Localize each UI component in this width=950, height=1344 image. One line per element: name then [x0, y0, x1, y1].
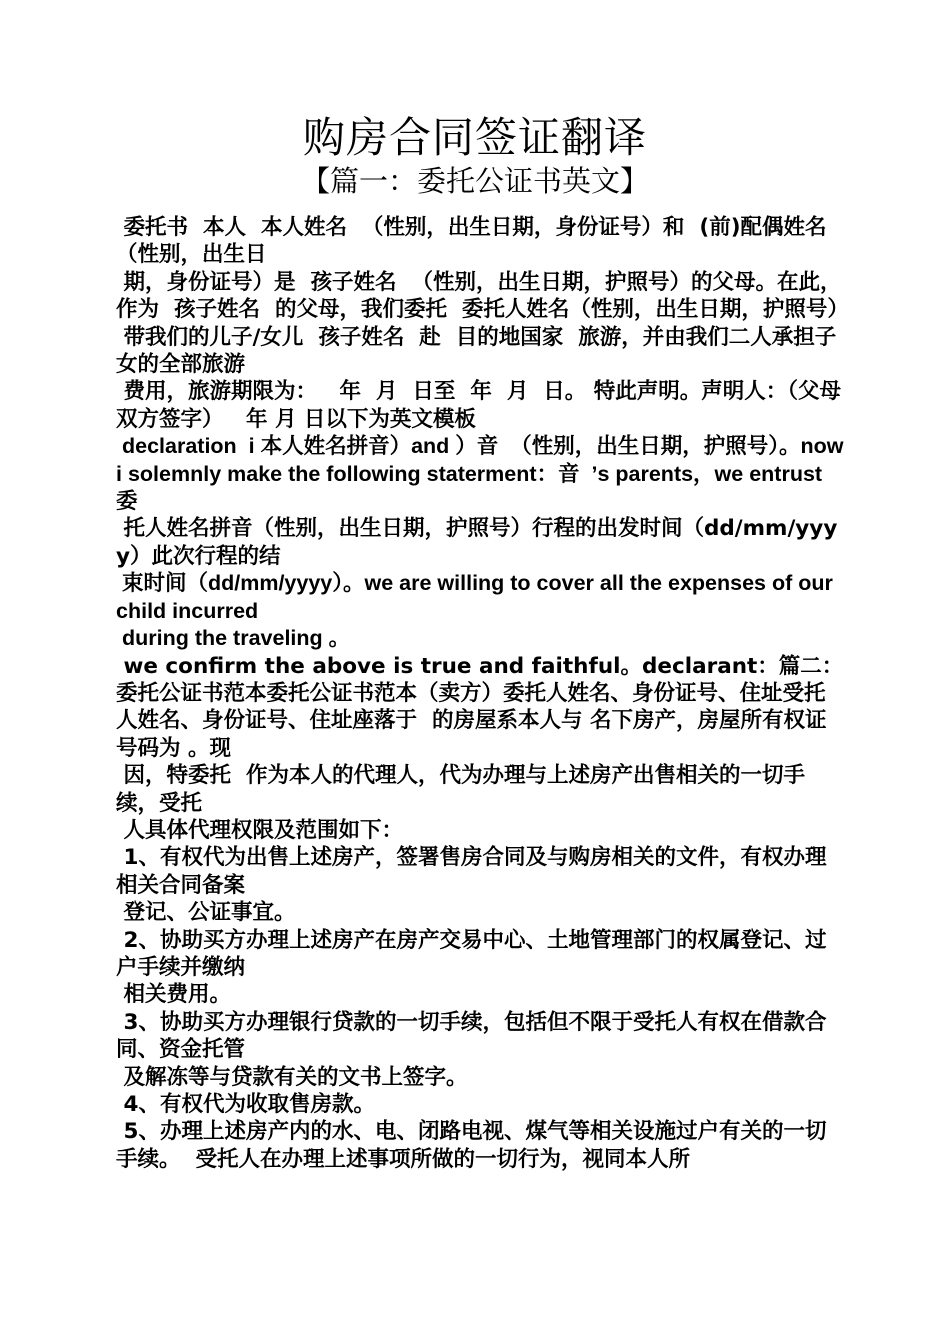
body-line: 带我们的儿子/女儿 孩子姓名 赴 目的地国家 旅游，并由我们二人承担子女的全部旅游: [116, 324, 837, 378]
body-line: 5、办理上述房产内的水、电、闭路电视、煤气等相关设施过户有关的一切手续。 受托人在办理上述事项所做的一切行为，视同本人所: [116, 1119, 827, 1172]
body-line: 相关费用。: [116, 982, 232, 1008]
document-subtitle: 【篇一：委托公证书英文】: [300, 164, 649, 198]
body-line: 期，身份证号）是 孩子姓名 （性别，出生日期，护照号）的父母。在此，作为 孩子姓名 的父母，我们委托 委托人姓名（性别，出生日期，护照号）: [116, 269, 849, 323]
body-line: 2、协助买方办理上述房产在房产交易中心、土地管理部门的权属登记、过户手续并缴纳: [116, 927, 827, 980]
body-line: 委托书 本人 本人姓名 （性别，出生日期，身份证号）和 (前)配偶姓名 （性别，出生日: [116, 215, 842, 268]
document-title: 购房合同签证翻译: [302, 113, 647, 162]
body-line: 4、有权代为收取售房款。: [116, 1092, 375, 1117]
body-line: declaration i 本人姓名拼音）and ）音 （性别，出生日期，护照号）。now i solemnly make the following staterment：音 ’s parents，we entrust 委: [116, 434, 850, 514]
document-body: [116, 214, 850, 1173]
body-line: 1、有权代为出售上述房产，签署售房合同及与购房相关的文件，有权办理相关合同备案: [116, 845, 827, 898]
body-line: we confirm the above is true and faithful。declarant：篇二：委托公证书范本委托公证书范本（卖方）委托人姓名、身份证号、住址受托人姓名、身份证号、住址座落于 的房屋系本人与 名下房产，房屋所有权证号码为 。现: [116, 653, 844, 761]
body-line: 登记、公证事宜。: [116, 900, 296, 926]
body-line: 及解冻等与贷款有关的文书上签字。: [116, 1064, 468, 1090]
body-line: 人具体代理权限及范围如下：: [116, 817, 404, 843]
body-line: 束时间（dd/mm/yyyy）。we are willing to cover all the expenses of our child incurred: [116, 571, 839, 623]
body-line: 托人姓名拼音（性别，出生日期，护照号）行程的出发时间（dd/mm/yyyy）此次行程的结: [116, 516, 838, 569]
body-line: during the traveling 。: [116, 626, 351, 651]
body-line: 费用，旅游期限为： 年 月 日至 年 月 日。 特此声明。声明人：（父母双方签字） 年 月 日以下为英文模板: [116, 379, 842, 432]
body-line: 因，特委托 作为本人的代理人，代为办理与上述房产出售相关的一切手续，受托: [116, 763, 805, 816]
body-line: 3、协助买方办理银行贷款的一切手续，包括但不限于受托人有权在借款合同、资金托管: [116, 1009, 827, 1063]
